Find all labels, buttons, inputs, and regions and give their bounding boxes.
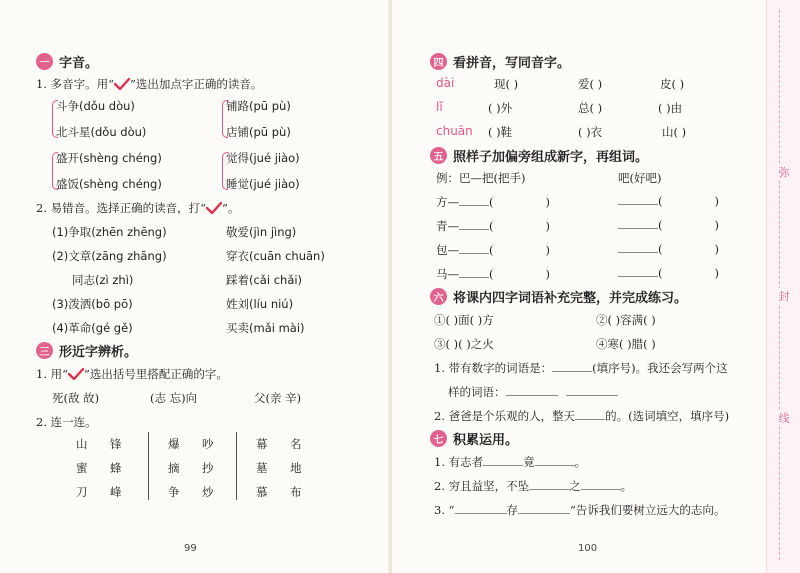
connect-char[interactable]: 蜂 [110,461,122,475]
section-title: 将课内四字词语补充完整，并完成练习。 [453,291,688,306]
pinyin-label: dài [436,76,455,90]
q2-item: (2)文章(zāng zhāng) [52,249,167,263]
connect-char[interactable]: 峰 [110,485,122,499]
seal-line [779,10,780,560]
choice-item: 父(亲 辛) [254,391,302,405]
example-text: 吧(好吧) [618,171,662,185]
section-badge: 七 [430,430,447,447]
check-mark-icon [68,368,84,380]
fill-blank[interactable] [529,489,569,490]
fill-line-2: 2. 穷且益坚，不坠 之 。 [434,479,633,493]
page-number: 100 [578,543,598,554]
connect-char[interactable]: 慕 [256,485,268,499]
q2-item: 同志(zì zhì) [72,273,134,287]
fill-blank[interactable] [459,205,489,206]
section-1-heading [36,52,98,71]
section-badge: 六 [430,288,447,305]
homophone-blank[interactable]: ( )衣 [578,125,603,139]
question-2-1: 1. 用“ ”选出括号里搭配正确的字。 [36,367,228,381]
homophone-blank[interactable]: 爱( ) [578,77,603,91]
divider-line [148,432,149,500]
pair-item: 盛饭(shèng chéng) [56,177,162,191]
fill-blank[interactable] [618,252,658,253]
connect-char[interactable]: 山 [76,437,88,451]
connect-char[interactable]: 摘 [168,461,180,475]
homophone-blank[interactable]: 现( ) [494,77,519,91]
fill-blank[interactable] [459,277,489,278]
q2-item: 穿衣(cuān chuān) [226,249,325,263]
seal-label: 弥 [773,164,795,180]
section-6-heading [430,287,687,306]
q2-item: (4)革命(gé gě) [52,321,133,335]
pair-item: 睡觉(jué jiào) [226,177,300,191]
fill-blank[interactable] [455,513,507,514]
divider-line [236,432,237,500]
question-6-1-cont: 样的词语： [448,384,618,400]
radical-row: ( ) [618,242,719,256]
fill-blank[interactable] [459,229,489,230]
fill-blank[interactable] [566,395,618,396]
section-2-heading [36,341,137,360]
q2-item: 踩着(cǎi chǎi) [226,273,303,287]
section-badge: 三 [36,342,53,359]
radical-row: 青— ( ) [436,219,550,233]
pair-item: 北斗星(dǒu dòu) [56,125,147,139]
pair-item: 店铺(pū pù) [226,125,291,139]
fill-blank[interactable] [575,419,605,420]
question-6-2: 2. 爸爸是个乐观的人，整天 的。(选词填空，填序号) [434,409,730,423]
section-title: 看拼音，写同音字。 [453,56,571,71]
check-mark-icon [206,202,222,214]
connect-char[interactable]: 抄 [202,461,214,475]
q2-item: 敬爱(jìn jìng) [226,225,297,239]
idiom-item[interactable]: ③( )( )之火 [434,337,494,351]
left-page [0,0,392,573]
connect-char[interactable]: 布 [290,485,302,499]
connect-char[interactable]: 墓 [256,461,268,475]
fill-blank[interactable] [459,253,489,254]
fill-blank[interactable] [535,465,575,466]
section-7-heading [430,429,518,448]
pair-item: 斗争(dǒu dòu) [56,99,135,113]
connect-char[interactable]: 地 [290,461,302,475]
fill-blank[interactable] [618,228,658,229]
section-5-heading [430,146,648,165]
connect-char[interactable]: 名 [290,437,302,451]
connect-char[interactable]: 炒 [202,485,214,499]
choice-item: (志 忘)向 [150,391,198,405]
idiom-item[interactable]: ④寒( )腊( ) [596,337,656,351]
fill-blank[interactable] [506,395,558,396]
section-badge: 一 [36,53,53,70]
check-mark-icon [114,78,130,90]
homophone-blank[interactable]: 山( ) [662,125,687,139]
homophone-blank[interactable]: 皮( ) [660,77,685,91]
fill-line-3: 3. “ 存 ”告诉我们要树立远大的志向。 [434,503,726,517]
pinyin-label: chuān [436,124,473,138]
q2-item: 姓刘(líu niú) [226,297,294,311]
homophone-blank[interactable]: 总( ) [578,101,603,115]
seal-label: 线 [773,410,795,426]
connect-char[interactable]: 蜜 [76,461,88,475]
homophone-blank[interactable]: ( )由 [658,101,683,115]
connect-char[interactable]: 刀 [76,485,88,499]
connect-char[interactable]: 爆 [168,437,180,451]
question-6-1: 1. 带有数字的词语是： (填序号)。我还会写两个这 [434,361,728,375]
section-title: 字音。 [59,56,99,71]
fill-blank[interactable] [618,276,658,277]
page-number: 99 [184,543,197,554]
section-title: 积累运用。 [453,433,519,448]
pair-item: 铺路(pū pù) [226,99,291,113]
fill-blank[interactable] [618,204,658,205]
connect-char[interactable]: 锋 [110,437,122,451]
radical-row: 包— ( ) [436,243,550,257]
q2-item: (1)争取(zhēn zhēng) [52,225,167,239]
connect-char[interactable]: 争 [168,485,180,499]
question-1-1: 1. 多音字。用“ ”选出加点字正确的读音。 [36,77,263,91]
radical-row: 方— ( ) [436,195,550,209]
fill-blank[interactable] [552,371,592,372]
seal-label: 封 [773,288,795,304]
fill-blank[interactable] [518,513,570,514]
homophone-blank[interactable]: ( )外 [488,101,513,115]
section-4-heading [430,52,570,71]
section-badge: 四 [430,53,447,70]
pair-item: 盛开(shèng chéng) [56,151,162,165]
radical-row: ( ) [618,218,719,232]
connect-char[interactable]: 吵 [202,437,214,451]
section-title: 形近字辨析。 [59,345,138,360]
radical-row: 马— ( ) [436,267,550,281]
q2-item: 买卖(mǎi mài) [226,321,305,335]
seal-margin [766,0,800,573]
pair-item: 觉得(jué jiào) [226,151,300,165]
radical-row: ( ) [618,266,719,280]
pinyin-label: lǐ [436,100,443,114]
radical-row: ( ) [618,194,719,208]
fill-blank[interactable] [483,465,523,466]
question-1-2: 2. 易错音。选择正确的读音，打“ ”。 [36,201,240,215]
idiom-item[interactable]: ①( )面( )方 [434,313,494,327]
fill-blank[interactable] [581,489,621,490]
right-page [392,0,764,573]
fill-line-1: 1. 有志者 竟 。 [434,455,587,469]
section-title: 照样子加偏旁组成新字，再组词。 [453,150,649,165]
idiom-item[interactable]: ②( )容满( ) [596,313,656,327]
homophone-blank[interactable]: ( )鞋 [488,125,513,139]
choice-item: 死(敌 故) [52,391,100,405]
example-text: 例：巴—把(把手) [436,171,526,185]
section-badge: 五 [430,147,447,164]
question-2-2: 2. 连一连。 [36,415,97,429]
q2-item: (3)泼洒(bō pō) [52,297,133,311]
connect-char[interactable]: 幕 [256,437,268,451]
